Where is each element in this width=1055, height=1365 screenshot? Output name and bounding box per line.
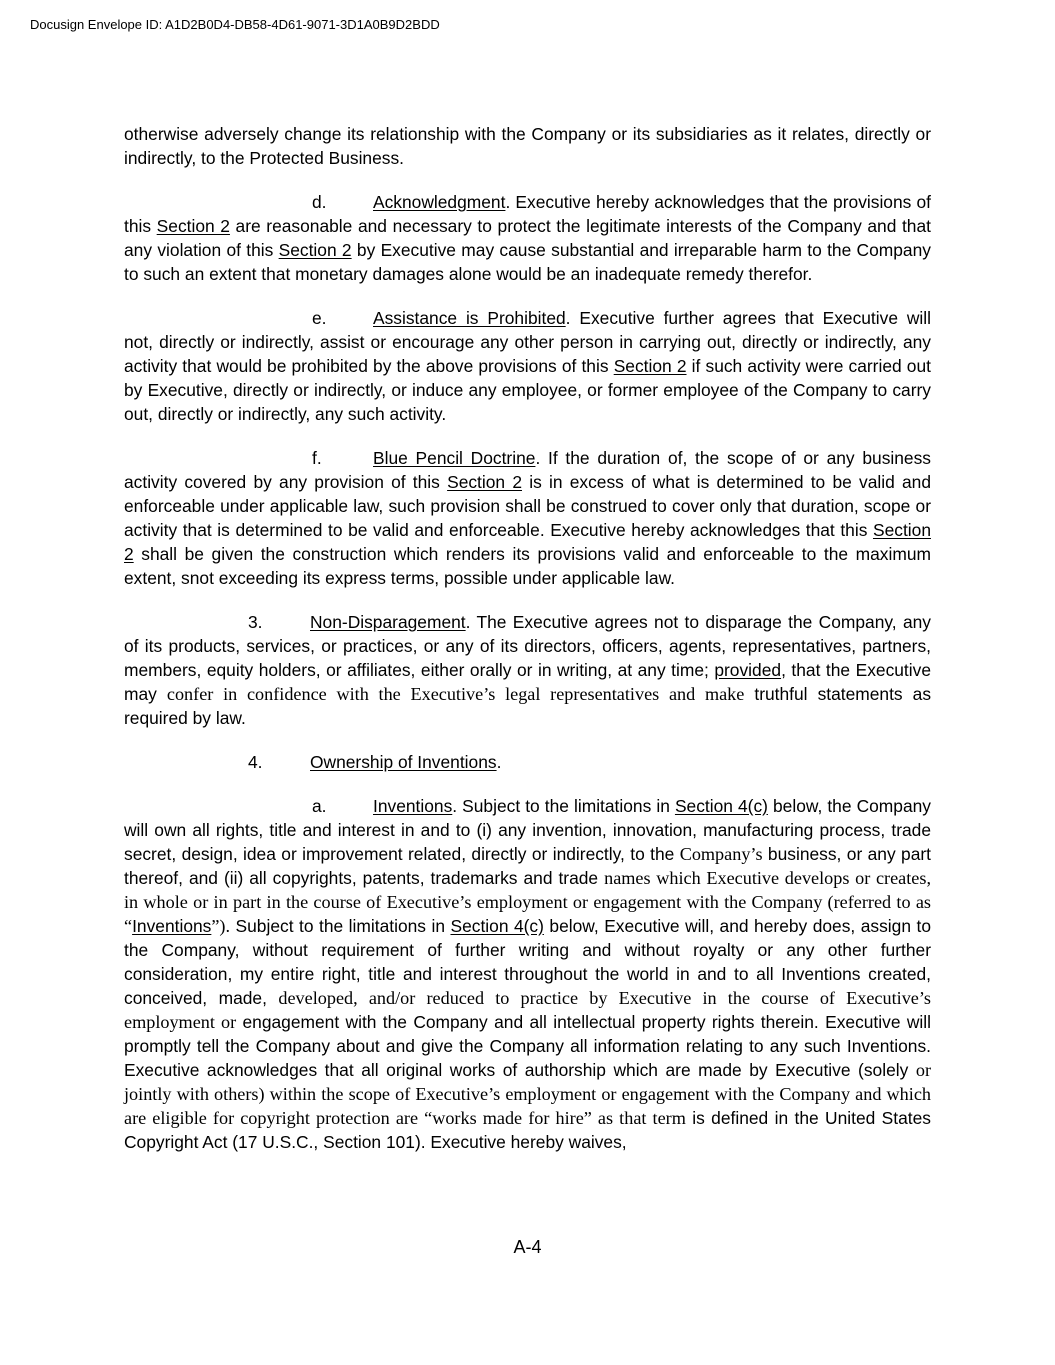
envelope-id: Docusign Envelope ID: A1D2B0D4-DB58-4D61-9071-3D1A0B9D2BDD (30, 17, 440, 32)
paragraph-2f-blue-pencil (124, 446, 931, 590)
text: business, or any part thereof, and (ii) all copyrights, patents, trademarks and trade (124, 844, 931, 888)
item-number: d. (312, 192, 327, 212)
item-number: e. (312, 308, 327, 328)
item-heading: Non-Disparagement (310, 612, 466, 632)
text: . Subject to the limitations in (452, 796, 675, 816)
text: are reasonable and necessary to protect the legitimate interests of the Company and that any violation of this (124, 216, 931, 260)
text: truthful statements as required by law. (124, 684, 932, 728)
text: if such activity were carried out by Executive, directly or indirectly, or induce any employee, or former employee of the Company to carry out, directly or indirectly, any such activity. (124, 356, 931, 424)
paragraph-2d-acknowledgment (124, 190, 931, 286)
text: engagement with the Company and all intellectual property rights therein. Executive will promptly tell the Company about and give the Company all information relating to any such Inventions. Executive acknowledges that all original works of authorship which are made by Executive (solely (124, 1012, 931, 1080)
item-number: 4. (248, 752, 263, 772)
section-reference: Section 4(c) (674, 796, 768, 816)
section-reference: Section 2 (613, 356, 687, 376)
text: developed, and/or reduced to practice by Executive in the course of Executive’s employment or (124, 988, 931, 1032)
paragraph-4a-inventions (124, 794, 931, 1154)
text: confer in confidence with the Executive’s legal representatives and make (166, 684, 745, 704)
item-heading: Blue Pencil Doctrine (373, 448, 536, 468)
text: below, the Company will own all rights, title and interest in and to (i) any invention, innovation, manufacturing process, trade secret, design, idea or improvement related, directly or indirectly, to the (124, 796, 932, 864)
text: Company’s (679, 844, 763, 864)
text: below, Executive will, and hereby does, assign to the Company, without requirement of further writing and without royalty or any other further consideration, my entire right, title and interest throughout the world in and to all Inventions created, conceived, made, (124, 916, 931, 1008)
paragraph-continuation (124, 122, 931, 170)
text: shall be given the construction which renders its provisions valid and enforceable to the maximum extent, snot exceeding its express terms, possible under applicable law. (124, 544, 931, 588)
text: names which Executive develops or creates, in whole or in part in the course of Executive’s employment or engagement with the Company (referred to as “ (124, 868, 931, 936)
paragraph-text: otherwise adversely change its relationship with the Company or its subsidiaries as it relates, directly or indirectly, to the Protected Business. (124, 124, 931, 168)
text: is in excess of what is determined to be valid and enforceable under applicable law, such provision shall be construed to cover only that duration, scope or activity that is determined to be valid and enforceable. Executive hereby acknowledges that this (124, 472, 931, 540)
paragraph-3-non-disparagement (124, 610, 931, 730)
provided-term: provided (714, 660, 782, 680)
item-number: a. (312, 796, 327, 816)
section-reference: Section 4(c) (450, 916, 544, 936)
item-heading: Acknowledgment (373, 192, 506, 212)
text: . (496, 752, 502, 772)
text: . The Executive agrees not to disparage the Company, any of its products, services, or practices, or any of its directors, officers, agents, representatives, partners, members, equity holders, or affiliates, either orally or in writing, at any time; (124, 612, 931, 680)
paragraph-4-ownership-heading (124, 750, 931, 774)
document-body (124, 122, 931, 1174)
text: , that the Executive may (124, 660, 931, 704)
text: or jointly with others) within the scope of Executive’s employment or engagement with the Company and which are eligible for copyright protection are “works made for hire” as that term (124, 1060, 931, 1128)
section-reference: Section 2 (156, 216, 230, 236)
text: . Executive further agrees that Executive will not, directly or indirectly, assist or encourage any other person in carrying out, directly or indirectly, any activity that would be prohibited by the above provisions of this (124, 308, 931, 376)
section-reference: Section 2 (278, 240, 352, 260)
text: . Executive hereby acknowledges that the provisions of this (124, 192, 931, 236)
item-heading: Inventions (373, 796, 453, 816)
item-heading: Assistance is Prohibited (373, 308, 566, 328)
section-reference: Section 2 (124, 520, 931, 564)
text: by Executive may cause substantial and irreparable harm to the Company to such an extent that monetary damages alone would be an inadequate remedy therefor. (124, 240, 931, 284)
item-heading: Ownership of Inventions (310, 752, 497, 772)
text: is defined in the United States Copyright Act (17 U.S.C., Section 101). Executive hereby waives, (124, 1108, 931, 1152)
item-number: f. (312, 448, 322, 468)
text: . If the duration of, the scope of or any business activity covered by any provision of this (124, 448, 931, 492)
section-reference: Section 2 (447, 472, 522, 492)
defined-term: Inventions (132, 916, 212, 936)
text: ”). (211, 916, 231, 936)
paragraph-2e-assistance (124, 306, 931, 426)
item-number: 3. (248, 612, 263, 632)
page-number: A-4 (513, 1237, 542, 1257)
text: Subject to the limitations in (230, 916, 451, 936)
